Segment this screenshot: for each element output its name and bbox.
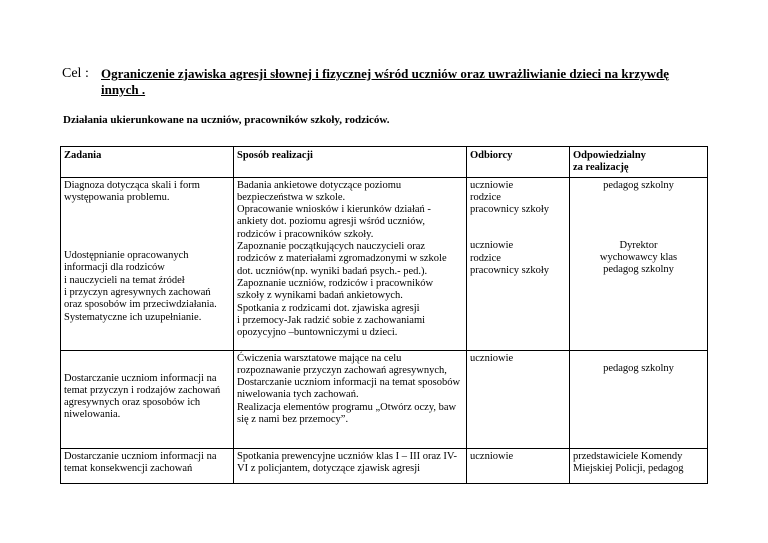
task-text: Dostarczanie uczniom informacji na temat przyczyn i rodzajów zachowań agresywnych oraz sposobów ich niwelowania. <box>64 372 221 421</box>
method-cell: Badania ankietowe dotyczące poziomu bezpieczeństwa w szkole. Opracowanie wniosków i kierunków działań - ankiety dot. poziomu agresji wśród uczniów, rodziców i pracowników szkoły. Zapoznanie początkujących nauczycieli oraz rodziców z materiałami zgromadzonymi w szkole dot. uczniów(np. wyniki badań psych.- ped.). Zapoznanie uczniów, rodziców i pracowników szkoły z wynikami badań ankietowych. Spotkania z rodzicami dot. zjawiska agresji i przemocy-Jak radzić sobie z zachowaniami opozycyjno –buntowniczymi u dzieci. <box>234 177 467 350</box>
actions-table <box>60 146 708 484</box>
responsible-text: pedagog szkolny <box>603 362 674 374</box>
task-cell <box>61 177 234 350</box>
responsible-cell <box>570 177 708 350</box>
recipients-cell: uczniowie <box>467 448 570 483</box>
table-row <box>61 448 708 483</box>
responsible-cell <box>570 350 708 448</box>
responsible-text: pedagog szkolny <box>603 179 674 191</box>
task-text: Udostępnianie opracowanych informacji dla rodziców i nauczycieli na temat źródeł i przyczyn agresywnych zachowań oraz sposobów im przeciwdziałania. Systematyczne ich uzupełnianie. <box>64 250 217 323</box>
table-header-row <box>61 147 708 178</box>
recipients-cell <box>467 177 570 350</box>
table-row <box>61 177 708 350</box>
goal-label: Cel : <box>62 66 89 81</box>
recipients-text: uczniowie rodzice pracownicy szkoły <box>470 179 550 216</box>
method-cell: Spotkania prewencyjne uczniów klas I – III oraz IV-VI z policjantem, dotyczące zjawisk agresji <box>234 448 467 483</box>
header-method: Sposób realizacji <box>234 147 467 178</box>
goal-text: Ograniczenie zjawiska agresji słownej i fizycznej wśród uczniów oraz uwrażliwianie dzieci na krzywdę innych . <box>101 66 670 97</box>
goal-line <box>62 66 670 97</box>
table-row <box>61 350 708 448</box>
recipients-cell: uczniowie <box>467 350 570 448</box>
recipients-text: uczniowie rodzice pracownicy szkoły <box>470 240 550 277</box>
method-cell: Ćwiczenia warsztatowe mające na celu rozpoznawanie przyczyn zachowań agresywnych, Dostarczanie uczniom informacji na temat sposobów niwelowania tych zachowań. Realizacja elementów programu „Otwórz oczy, baw się z nami bez przemocy”. <box>234 350 467 448</box>
responsible-text: Dyrektor wychowawcy klas pedagog szkolny <box>599 239 678 276</box>
task-cell <box>61 350 234 448</box>
header-recipients: Odbiorcy <box>467 147 570 178</box>
task-cell: Dostarczanie uczniom informacji na temat konsekwencji zachowań <box>61 448 234 483</box>
task-text: Diagnoza dotycząca skali i form występowania problemu. <box>64 179 200 203</box>
document-subtitle: Działania ukierunkowane na uczniów, pracowników szkoły, rodziców. <box>63 114 390 126</box>
header-responsible: Odpowiedzialny za realizację <box>570 147 708 178</box>
responsible-cell: przedstawiciele Komendy Miejskiej Policji, pedagog <box>570 448 708 483</box>
header-tasks: Zadania <box>61 147 234 178</box>
